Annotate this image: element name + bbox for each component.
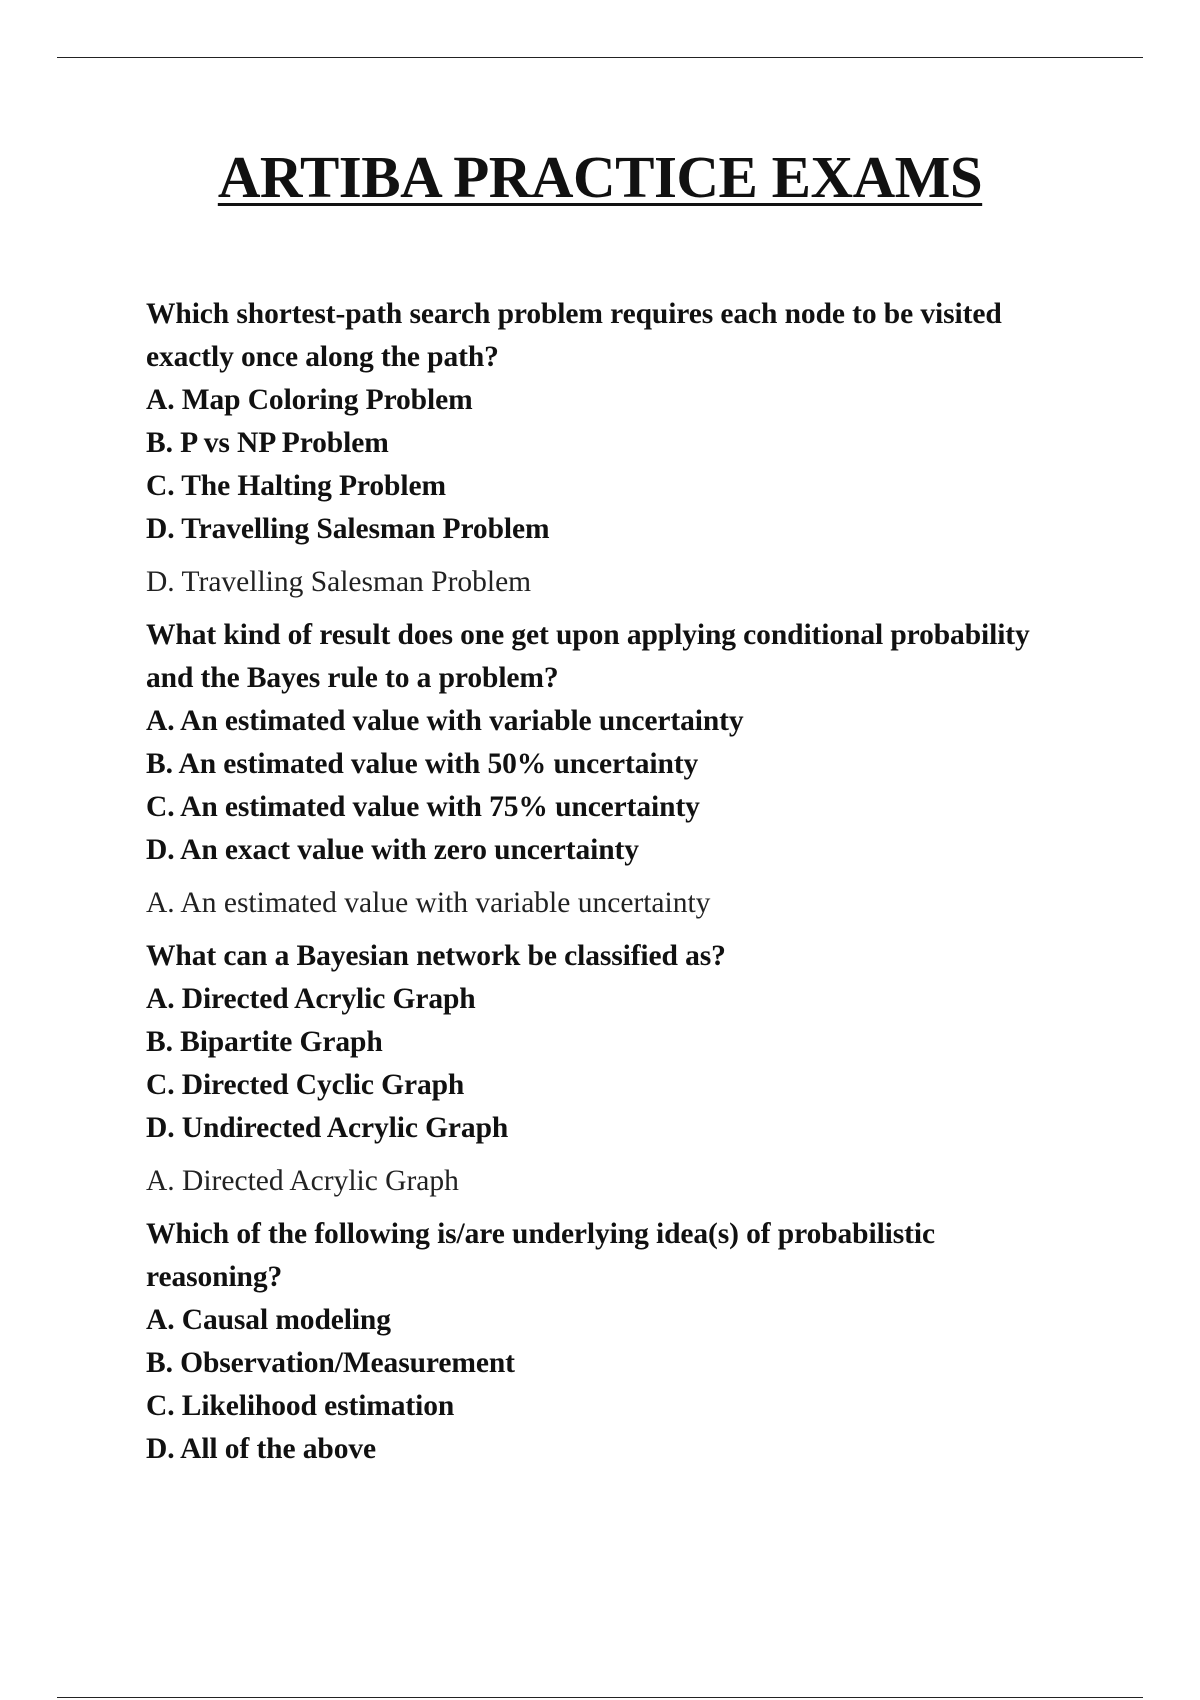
option-c: C. The Halting Problem — [146, 470, 446, 502]
answer-text: D. Travelling Salesman Problem — [146, 566, 532, 598]
answer-text: A. An estimated value with variable uncertainty — [146, 887, 711, 919]
question-block-2 — [146, 614, 1066, 925]
page-title-text: ARTIBA PRACTICE EXAMS — [217, 144, 983, 210]
option-b: B. P vs NP Problem — [146, 427, 389, 459]
option-a: A. Causal modeling — [146, 1304, 391, 1336]
option-a: A. Directed Acrylic Graph — [146, 983, 476, 1015]
question-text: What kind of result does one get upon applying conditional probability and the Bayes rule to a problem? — [146, 619, 1030, 694]
option-a: A. Map Coloring Problem — [146, 384, 473, 416]
option-b: B. Bipartite Graph — [146, 1026, 383, 1058]
option-c: C. Directed Cyclic Graph — [146, 1069, 465, 1101]
option-a: A. An estimated value with variable uncertainty — [146, 705, 744, 737]
question-text: What can a Bayesian network be classified as? — [146, 940, 726, 972]
question-text: Which shortest-path search problem requires each node to be visited exactly once along the path? — [146, 298, 1002, 373]
question-block-1 — [146, 293, 1066, 604]
question-text: Which of the following is/are underlying idea(s) of probabilistic reasoning? — [146, 1218, 935, 1293]
option-d: D. All of the above — [146, 1433, 376, 1465]
question-block-3 — [146, 935, 1066, 1203]
option-c: C. An estimated value with 75% uncertainty — [146, 791, 700, 823]
question-list — [146, 293, 1066, 1471]
question-block-4 — [146, 1213, 1066, 1471]
answer-text: A. Directed Acrylic Graph — [146, 1165, 459, 1197]
option-d: D. Travelling Salesman Problem — [146, 513, 550, 545]
option-b: B. An estimated value with 50% uncertainty — [146, 748, 699, 780]
option-c: C. Likelihood estimation — [146, 1390, 455, 1422]
option-d: D. An exact value with zero uncertainty — [146, 834, 639, 866]
option-d: D. Undirected Acrylic Graph — [146, 1112, 509, 1144]
top-divider — [57, 57, 1143, 58]
option-b: B. Observation/Measurement — [146, 1347, 515, 1379]
page-title — [0, 144, 1200, 210]
bottom-divider — [57, 1697, 1143, 1698]
